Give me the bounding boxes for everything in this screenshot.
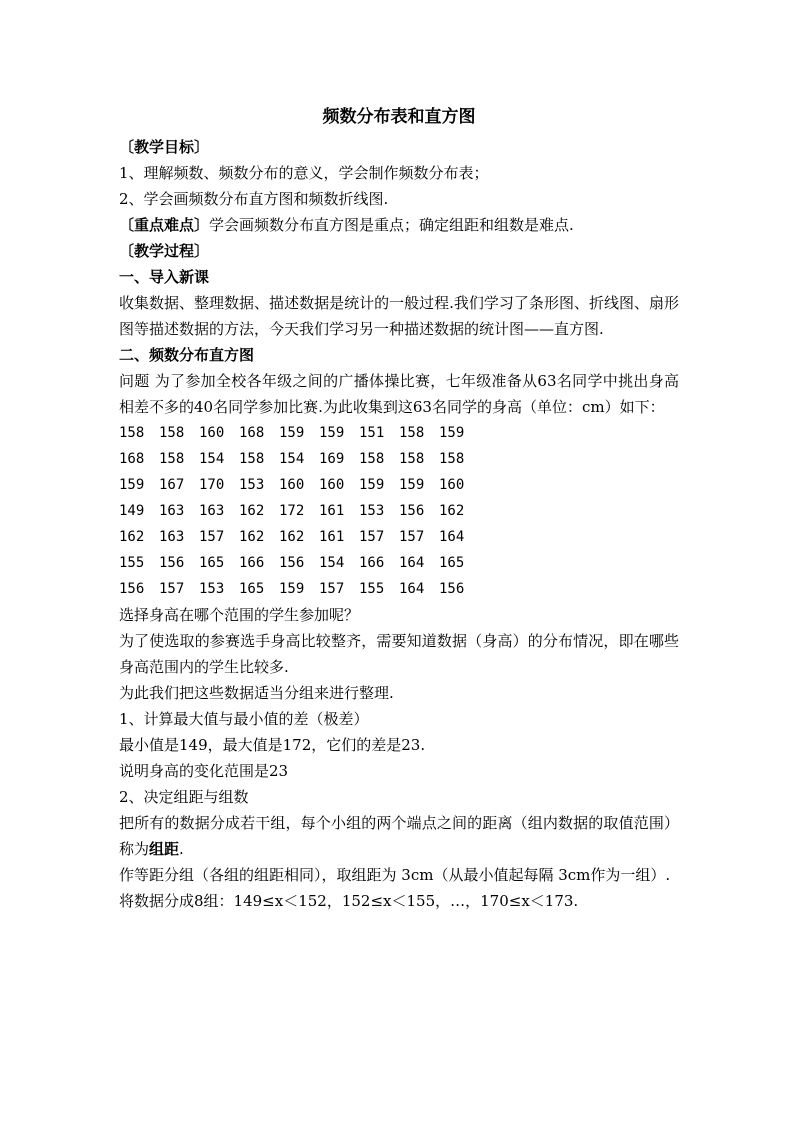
height-value: 166 — [239, 555, 265, 571]
step2-text-end: . — [179, 840, 184, 858]
height-value: 162 — [279, 529, 305, 545]
height-value: 158 — [159, 451, 185, 467]
explain-text: 为此我们把这些数据适当分组来进行整理. — [119, 684, 394, 702]
section2-heading: 二、频数分布直方图 — [119, 346, 255, 364]
height-value: 169 — [319, 451, 345, 467]
document-title: 频数分布表和直方图 — [322, 107, 476, 127]
heights-row — [119, 446, 479, 472]
height-value: 170 — [199, 477, 225, 493]
step2-title: 2、决定组距与组数 — [119, 788, 249, 806]
document-page — [119, 104, 679, 914]
question-text: 选择身高在哪个范围的学生参加呢？ — [119, 606, 360, 624]
height-value: 167 — [159, 477, 185, 493]
height-value: 165 — [199, 555, 225, 571]
height-value: 160 — [279, 477, 305, 493]
heights-row — [119, 498, 479, 524]
height-value: 159 — [399, 477, 425, 493]
height-value: 154 — [319, 555, 345, 571]
heights-row — [119, 472, 479, 498]
height-value: 159 — [439, 425, 465, 441]
height-value: 157 — [159, 581, 185, 597]
height-value: 149 — [119, 503, 145, 519]
height-value: 157 — [399, 529, 425, 545]
height-value: 160 — [439, 477, 465, 493]
step1-title: 1、计算最大值与最小值的差（极差） — [119, 710, 369, 728]
height-value: 153 — [239, 477, 265, 493]
key-points-text: 学会画频数分布直方图是重点；确定组距和组数是难点. — [209, 216, 574, 234]
height-value: 164 — [439, 529, 465, 545]
height-value: 153 — [359, 503, 385, 519]
key-points — [119, 212, 679, 238]
key-points-label: 〔重点难点〕 — [119, 216, 210, 234]
height-value: 158 — [399, 451, 425, 467]
height-value: 151 — [359, 425, 385, 441]
height-value: 162 — [439, 503, 465, 519]
step1-text: 最小值是149，最大值是172，它们的差是23. — [119, 736, 426, 754]
step2-text3: 将数据分成8组：149≤x＜152，152≤x＜155，…，170≤x＜173. — [119, 892, 579, 910]
height-value: 160 — [319, 477, 345, 493]
height-value: 165 — [239, 581, 265, 597]
height-value: 154 — [279, 451, 305, 467]
height-value: 156 — [439, 581, 465, 597]
height-value: 160 — [199, 425, 225, 441]
height-value: 158 — [159, 425, 185, 441]
height-value: 162 — [239, 529, 265, 545]
height-value: 158 — [439, 451, 465, 467]
height-value: 157 — [199, 529, 225, 545]
height-value: 172 — [279, 503, 305, 519]
height-value: 159 — [319, 425, 345, 441]
height-value: 163 — [159, 503, 185, 519]
height-value: 154 — [199, 451, 225, 467]
step1-text: 说明身高的变化范围是23 — [119, 762, 289, 780]
height-value: 162 — [239, 503, 265, 519]
height-value: 159 — [279, 581, 305, 597]
goal-item: 2、学会画频数分布直方图和频数折线图. — [119, 190, 389, 208]
heights-row — [119, 420, 479, 446]
section1-text: 收集数据、整理数据、描述数据是统计的一般过程.我们学习了条形图、折线图、扇形图等描述数据的方法，今天我们学习另一种描述数据的统计图——直方图. — [119, 294, 679, 338]
height-value: 158 — [239, 451, 265, 467]
heights-row — [119, 576, 479, 602]
process-heading: 〔教学过程〕 — [119, 242, 210, 260]
explain-text: 为了使选取的参赛选手身高比较整齐，需要知道数据（身高）的分布情况，即在哪些身高范围内的学生比较多. — [119, 632, 679, 676]
height-value: 159 — [119, 477, 145, 493]
height-value: 158 — [399, 425, 425, 441]
height-value: 158 — [359, 451, 385, 467]
heights-table — [119, 420, 479, 602]
height-value: 156 — [279, 555, 305, 571]
height-value: 159 — [359, 477, 385, 493]
section1-heading: 一、导入新课 — [119, 268, 210, 286]
height-value: 165 — [439, 555, 465, 571]
step2-text2: 作等距分组（各组的组距相同），取组距为 3cm（从最小值起每隔 3cm作为一组）. — [119, 866, 671, 884]
step2-text — [119, 810, 679, 862]
height-value: 168 — [119, 451, 145, 467]
height-value: 159 — [279, 425, 305, 441]
height-value: 163 — [159, 529, 185, 545]
height-value: 155 — [119, 555, 145, 571]
height-value: 161 — [319, 503, 345, 519]
height-value: 162 — [119, 529, 145, 545]
step2-text-a: 把所有的数据分成若干组，每个小组的两个端点之间的距离（组内数据的取值范围）称为 — [119, 814, 679, 858]
problem-text: 问题 为了参加全校各年级之间的广播体操比赛，七年级准备从63名同学中挑出身高相差不多的40名同学参加比赛.为此收集到这63名同学的身高（单位：cm）如下： — [119, 372, 679, 416]
height-value: 163 — [199, 503, 225, 519]
heights-row — [119, 550, 479, 576]
height-value: 158 — [119, 425, 145, 441]
height-value: 153 — [199, 581, 225, 597]
height-value: 156 — [399, 503, 425, 519]
height-value: 164 — [399, 581, 425, 597]
height-value: 155 — [359, 581, 385, 597]
height-value: 157 — [359, 529, 385, 545]
height-value: 156 — [159, 555, 185, 571]
height-value: 156 — [119, 581, 145, 597]
height-value: 161 — [319, 529, 345, 545]
term-group-width: 组距 — [149, 840, 180, 858]
height-value: 168 — [239, 425, 265, 441]
height-value: 164 — [399, 555, 425, 571]
height-value: 166 — [359, 555, 385, 571]
height-value: 157 — [319, 581, 345, 597]
goal-item: 1、理解频数、频数分布的意义，学会制作频数分布表； — [119, 164, 489, 182]
goals-heading: 〔教学目标〕 — [119, 138, 210, 156]
heights-row — [119, 524, 479, 550]
